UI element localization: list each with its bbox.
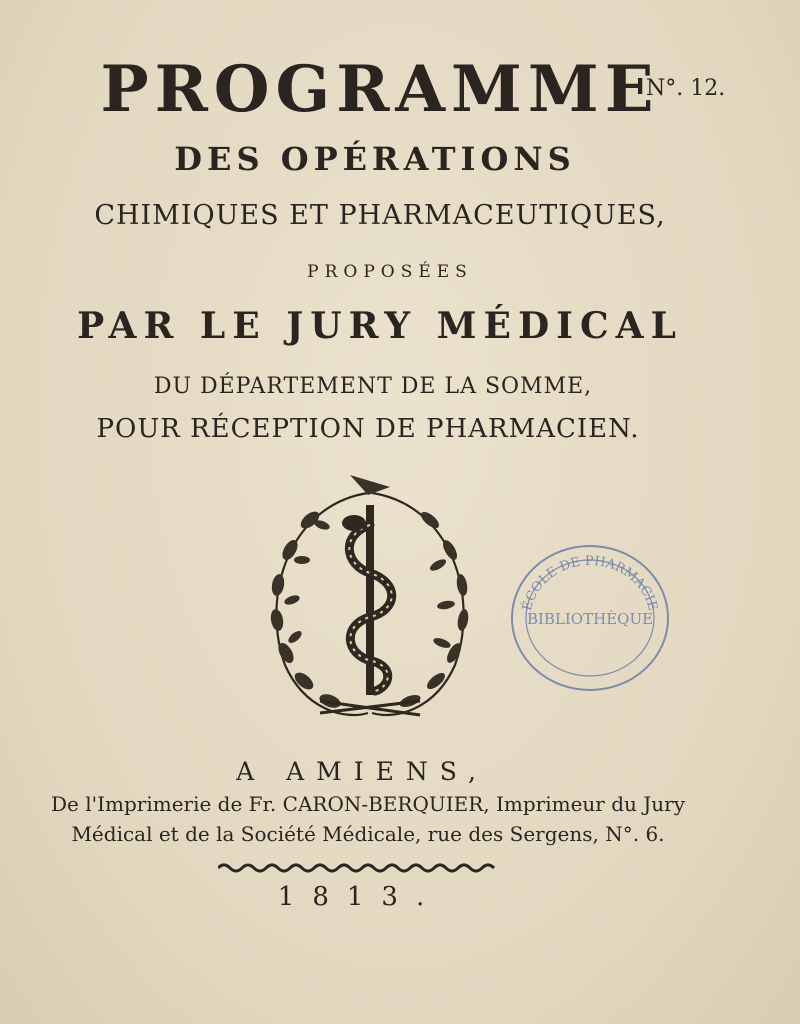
stamp-arc-text: ÉCOLE DE PHARMACIE: [519, 553, 661, 613]
subtitle-operations: DES OPÉRATIONS: [174, 140, 576, 178]
document-number: N°. 12.: [646, 76, 726, 101]
document-title: PROGRAMME: [100, 52, 660, 127]
publication-year: 1813.: [277, 882, 443, 912]
city-line: A AMIENS,: [236, 757, 488, 786]
purpose-line: POUR RÉCEPTION DE PHARMACIEN.: [96, 414, 640, 444]
caduceus-wreath-icon: [250, 465, 490, 730]
proposed-label: PROPOSÉES: [307, 262, 473, 282]
library-stamp: [508, 540, 673, 695]
department-line: DU DÉPARTEMENT DE LA SOMME,: [153, 374, 593, 399]
jury-heading: PAR LE JURY MÉDICAL: [77, 305, 683, 347]
imprint-line-2: Médical et de la Société Médicale, rue des Sergens, N°. 6.: [71, 822, 665, 846]
stamp-center-text: BIBLIOTHÈQUE: [526, 610, 654, 628]
imprint-line-1: De l'Imprimerie de Fr. CARON-BERQUIER, Imprimeur du Jury: [50, 792, 685, 816]
ornamental-rule: [218, 862, 503, 874]
subtitle-chemical: CHIMIQUES ET PHARMACEUTIQUES,: [94, 200, 666, 231]
